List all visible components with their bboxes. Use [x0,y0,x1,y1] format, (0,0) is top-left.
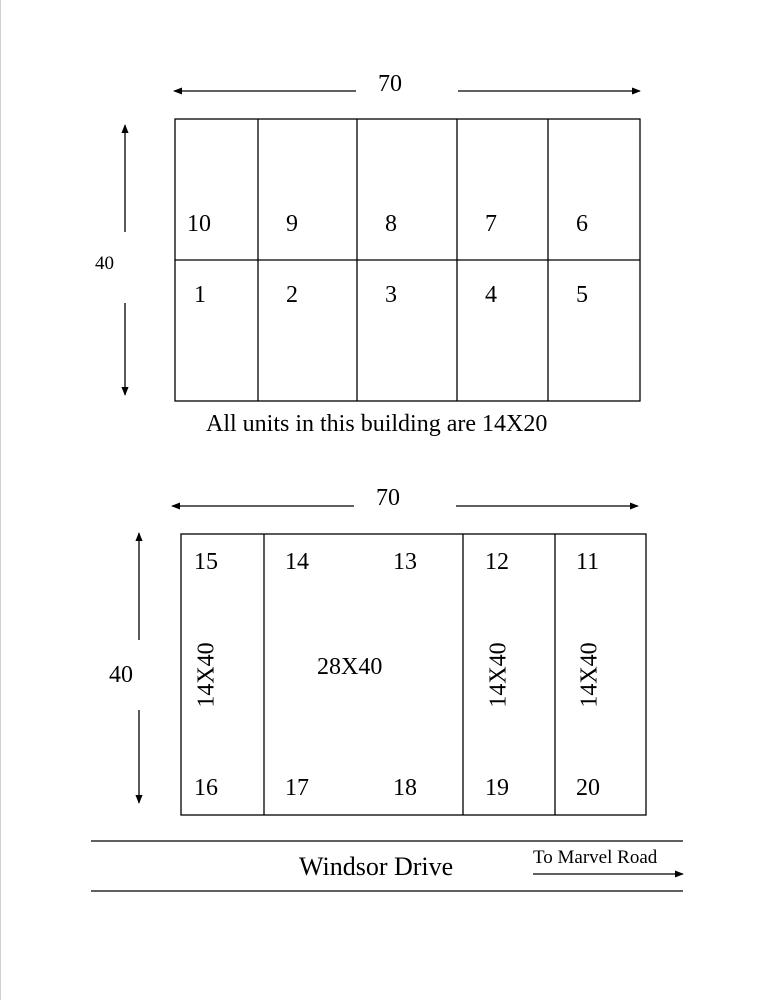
unit-size-label: 28X40 [317,654,383,680]
unit-number: 13 [393,549,417,575]
direction-label: To Marvel Road [533,847,658,868]
building-a-width-label: 70 [378,71,402,97]
unit-number: 8 [385,211,397,237]
building-a-caption: All units in this building are 14X20 [206,411,548,437]
unit-number: 5 [576,282,588,308]
unit-number: 20 [576,775,600,801]
unit-number: 10 [187,211,211,237]
building-a-height-label: 40 [95,253,114,274]
unit-number: 18 [393,775,417,801]
unit-number: 3 [385,282,397,308]
building-b-height-label: 40 [109,662,133,688]
unit-number: 4 [485,282,497,308]
road-name: Windsor Drive [299,852,454,881]
unit-number: 9 [286,211,298,237]
unit-number: 19 [485,775,509,801]
unit-size-label: 14X40 [486,642,512,708]
unit-number: 2 [286,282,298,308]
unit-number: 15 [194,549,218,575]
unit-size-label: 14X40 [194,642,220,708]
unit-number: 12 [485,549,509,575]
unit-number: 11 [576,549,600,575]
unit-number: 7 [485,211,497,237]
unit-number: 17 [285,775,309,801]
unit-number: 1 [194,282,206,308]
unit-size-label: 14X40 [577,642,603,708]
unit-number: 6 [576,211,588,237]
building-b-width-label: 70 [376,485,400,511]
unit-number: 14 [285,549,309,575]
unit-number: 16 [194,775,218,801]
